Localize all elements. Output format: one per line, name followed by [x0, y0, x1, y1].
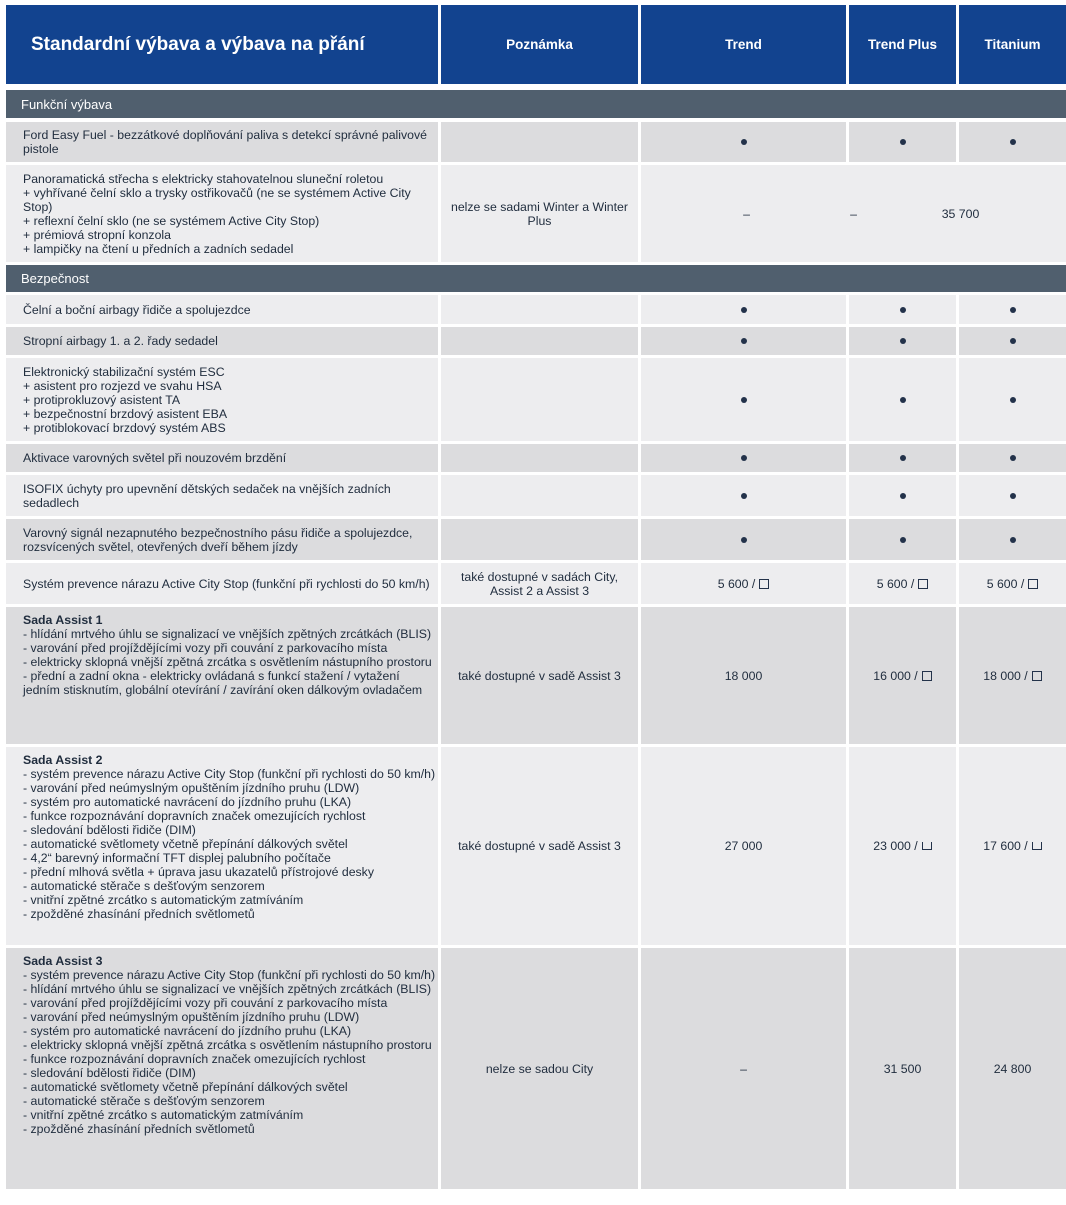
titanium-value: 5 600 / [986, 576, 1025, 591]
dot-icon [1010, 139, 1016, 145]
trend-plus-value: 5 600 / [876, 576, 915, 591]
square-icon [918, 579, 928, 589]
trend-plus-value: 31 500 [883, 1061, 922, 1076]
page-title: Standardní výbava a výbava na přání [6, 5, 438, 84]
trend-plus-value: 16 000 / [873, 668, 918, 683]
column-header-trend-plus: Trend Plus [849, 5, 956, 84]
table-row-feature [6, 747, 438, 945]
table-row-note [441, 519, 638, 560]
dot-icon [1010, 397, 1016, 403]
trend-cell [641, 295, 846, 324]
trend-plus-cell [849, 519, 956, 560]
trend-plus-cell [849, 475, 956, 516]
column-header-titanium: Titanium [959, 5, 1066, 84]
trend-plus-cell [849, 563, 956, 604]
table-row-note [441, 327, 638, 355]
dot-icon [1010, 455, 1016, 461]
titanium-cell [959, 948, 1066, 1189]
dot-icon [900, 455, 906, 461]
package-title: Sada Assist 1 [23, 613, 103, 627]
dot-icon [1010, 537, 1016, 543]
titanium-cell [959, 358, 1066, 441]
trend-plus-cell [849, 358, 956, 441]
dot-icon [900, 537, 906, 543]
trend-value: 27 000 [724, 839, 763, 853]
section-title: Funkční výbava [21, 96, 113, 112]
trend-cell [641, 563, 846, 604]
trend-plus-cell [849, 122, 956, 162]
trend-cell [641, 607, 846, 744]
dot-icon [900, 397, 906, 403]
titanium-cell [959, 475, 1066, 516]
dot-icon [1010, 493, 1016, 499]
square-icon [922, 671, 932, 681]
table-row-feature: Varovný signál nezapnutého bezpečnostního pásu řidiče a spolujezdce, rozsvícených světel, otevřených dveří během jízdy [6, 519, 438, 560]
dot-icon [741, 537, 747, 543]
table-row-feature [6, 948, 438, 1189]
square-icon [759, 579, 769, 589]
dot-icon [741, 455, 747, 461]
table-row-note: nelze se sadou City [441, 948, 638, 1189]
package-title: Sada Assist 3 [23, 954, 103, 968]
table-row-note [441, 444, 638, 472]
dot-icon [900, 307, 906, 313]
table-row-note [441, 475, 638, 516]
trend-plus-cell [849, 444, 956, 472]
dot-icon [900, 139, 906, 145]
titanium-cell [959, 444, 1066, 472]
table-row-note: také dostupné v sadě Assist 3 [441, 747, 638, 945]
trend-plus-value: 23 000 / [873, 839, 918, 853]
dot-icon [741, 397, 747, 403]
table-row-note: nelze se sadami Winter a Winter Plus [441, 165, 638, 262]
dot-icon [741, 493, 747, 499]
trend-plus-value: – [850, 206, 857, 221]
table-row-note [441, 358, 638, 441]
table-row-feature: Panoramatická střecha s elektricky stahovatelnou sluneční roletou + vyhřívané čelní sklo a trysky ostřikovačů (ne se systémem Active City Stop) + reflexní čelní sklo (ne se systémem Active City Stop) + prémiová stropní konzola + lampičky na čtení u předních a zadních sedadel [6, 165, 438, 262]
trend-plus-cell [849, 295, 956, 324]
trend-cell [641, 948, 846, 1189]
dot-icon [741, 139, 747, 145]
table-row-feature: Aktivace varovných světel při nouzovém brzdění [6, 444, 438, 472]
package-items: - systém prevence nárazu Active City Stop (funkční při rychlosti do 50 km/h) - hlídání mrtvého úhlu se signalizací ve vnějších zpětných zrcátkách (BLIS) - varování před projíždějícími vozy při couvání z parkovacího místa - varování před neúmyslným opuštěním jízdního pruhu (LDW) - systém pro automatické navrácení do jízdního pruhu (LKA) - elektricky sklopná vnější zpětná zrcátka s osvětlením nástupního prostoru - funkce rozpoznávání dopravních značek omezujících rychlost - sledování bdělosti řidiče (DIM) - automatické světlomety včetně přepínání dálkových světel - automatické stěrače s dešťovým senzorem - vnitřní zpětné zrcátko s automatickým zatmíváním - zpožděné zhasínání předních světlometů [23, 968, 436, 1136]
titanium-cell [959, 747, 1066, 945]
table-row-note [441, 122, 638, 162]
equipment-table [6, 5, 1041, 1189]
dot-icon [900, 493, 906, 499]
dot-icon [900, 338, 906, 344]
table-row-feature: Systém prevence nárazu Active City Stop (funkční při rychlosti do 50 km/h) [6, 563, 438, 604]
titanium-value: 17 600 / [983, 839, 1028, 853]
titanium-cell [959, 607, 1066, 744]
section-header [6, 265, 1066, 292]
column-header-note: Poznámka [441, 5, 638, 84]
square-icon [1032, 671, 1042, 681]
titanium-value: 24 800 [993, 1061, 1032, 1076]
table-row-feature: Ford Easy Fuel - bezzátkové doplňování paliva s detekcí správné palivové pistole [6, 122, 438, 162]
titanium-cell [959, 122, 1066, 162]
trend-cell [641, 358, 846, 441]
trend-value: 18 000 [724, 668, 763, 683]
trend-value: 5 600 / [717, 576, 756, 591]
section-title: Bezpečnost [21, 271, 89, 286]
section-header [6, 90, 1066, 118]
square-icon [1028, 579, 1038, 589]
titanium-value: 35 700 [941, 206, 980, 221]
table-row-note: také dostupné v sadě Assist 3 [441, 607, 638, 744]
trend-cell [641, 122, 846, 162]
table-row-feature [6, 607, 438, 744]
package-items: - systém prevence nárazu Active City Stop (funkční při rychlosti do 50 km/h) - varování před neúmyslným opuštěním jízdního pruhu (LDW) - systém pro automatické navrácení do jízdního pruhu (LKA) - funkce rozpoznávání dopravních značek omezujících rychlost - sledování bdělosti řidiče (DIM) - automatické světlomety včetně přepínání dálkových světel - 4,2“ barevný informační TFT displej palubního počítače - přední mlhová světla + úprava jasu ukazatelů přístrojové desky - automatické stěrače s dešťovým senzorem - vnitřní zpětné zrcátko s automatickým zatmíváním - zpožděné zhasínání předních světlometů [23, 767, 436, 921]
titanium-cell [959, 327, 1066, 355]
trend-cell [641, 519, 846, 560]
trend-plus-cell [849, 747, 956, 945]
trend-cell [641, 327, 846, 355]
dot-icon [741, 338, 747, 344]
titanium-value: 18 000 / [983, 668, 1028, 683]
table-row-feature: Elektronický stabilizační systém ESC + asistent pro rozjezd ve svahu HSA + protiprokluzový asistent TA + bezpečnostní brzdový asistent EBA + protiblokovací brzdový systém ABS [6, 358, 438, 441]
trend-value: – [743, 206, 750, 221]
trend-plus-cell [849, 948, 956, 1189]
trend-plus-cell [849, 607, 956, 744]
dot-icon [741, 307, 747, 313]
table-row-feature: ISOFIX úchyty pro upevnění dětských sedaček na vnějších zadních sedadlech [6, 475, 438, 516]
table-row-note: také dostupné v sadách City, Assist 2 a Assist 3 [441, 563, 638, 604]
trend-cell [641, 475, 846, 516]
table-row-note [441, 295, 638, 324]
table-row-feature: Stropní airbagy 1. a 2. řady sedadel [6, 327, 438, 355]
dot-icon [1010, 338, 1016, 344]
titanium-cell [959, 295, 1066, 324]
trend-value: – [740, 1061, 747, 1076]
open-square-icon [1032, 842, 1042, 850]
trend-plus-cell [849, 327, 956, 355]
table-row-feature: Čelní a boční airbagy řidiče a spolujezdce [6, 295, 438, 324]
column-header-trend: Trend [641, 5, 846, 84]
titanium-cell [959, 563, 1066, 604]
price-group [641, 165, 1066, 262]
package-items: - hlídání mrtvého úhlu se signalizací ve vnějších zpětných zrcátkách (BLIS) - varování před projíždějícími vozy při couvání z parkovacího místa - elektricky sklopná vnější zpětná zrcátka s osvětlením nástupního prostoru - přední a zadní okna - elektricky ovládaná s funkcí stažení / vytažení jedním stisknutím, globální otevírání / zavírání oken dálkovým ovladačem [23, 627, 432, 697]
trend-cell [641, 444, 846, 472]
titanium-cell [959, 519, 1066, 560]
trend-cell [641, 747, 846, 945]
open-square-icon [922, 842, 932, 850]
dot-icon [1010, 307, 1016, 313]
package-title: Sada Assist 2 [23, 753, 103, 767]
